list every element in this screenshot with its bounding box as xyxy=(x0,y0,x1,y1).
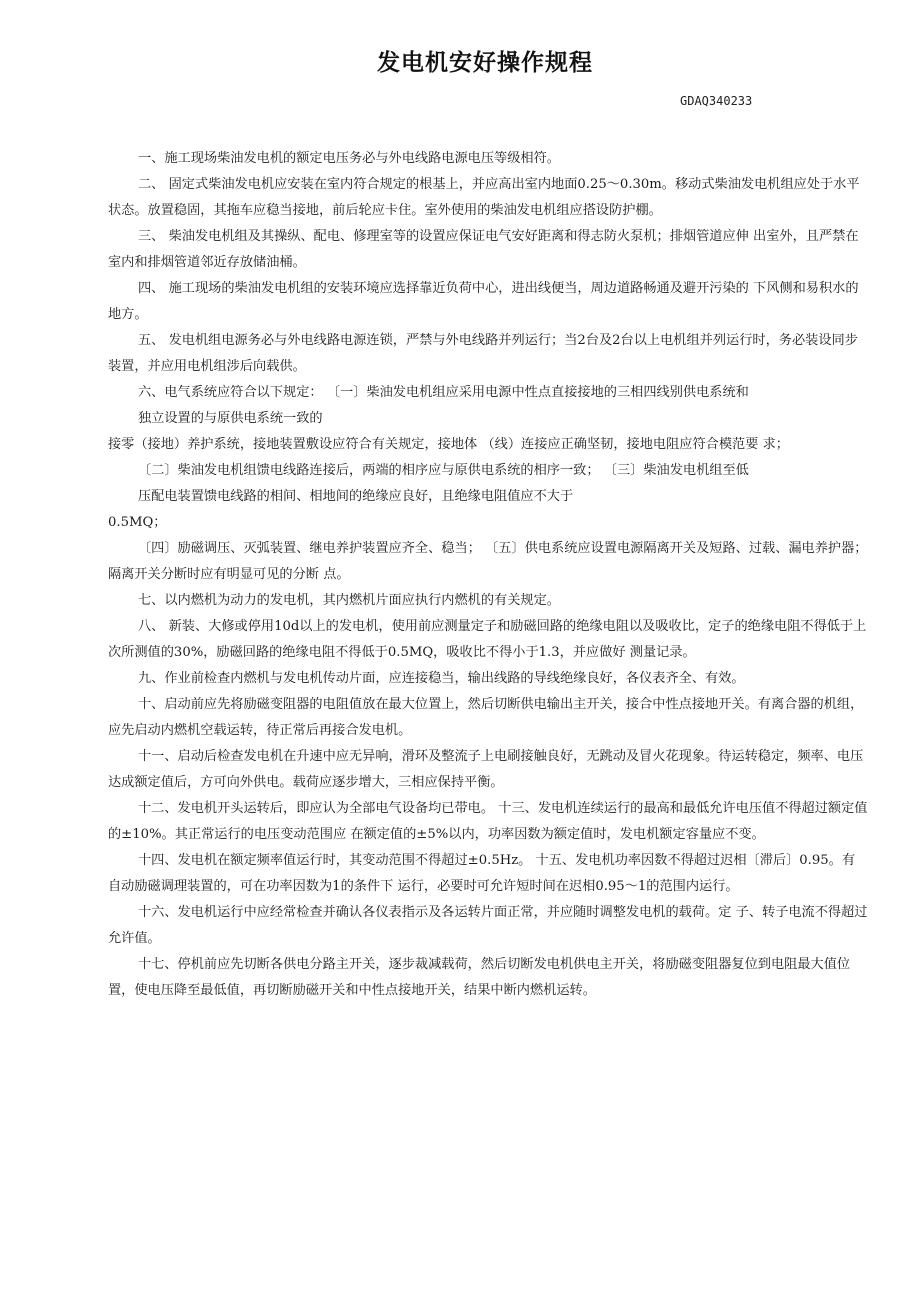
clause-6-items-4-5: 〔四〕励磁调压、灭弧装置、继电养护装置应齐全、稳当； 〔五〕供电系统应设置电源隔离开关及短路、过载、漏电养护器；隔离开关分断时应有明显可见的分断 点。 xyxy=(108,541,868,582)
clause-17: 十七、停机前应先切断各供电分路主开关，逐步裁减载荷，然后切断发电机供电主开关，将励磁变阻器复位到电阻最大值位置，使电压降至最低值，再切断励磁开关和中性点接地开关，结果中断内燃机运转。 xyxy=(108,957,851,998)
clause-6: 六、电气系统应符合以下规定： 〔一〕柴油发电机组应采用电源中性点直接接地的三相四线别供电系统和 xyxy=(138,385,749,400)
clause-4: 四、 施工现场的柴油发电机组的安装环境应选择靠近负荷中心，进出线便当，周边道路畅通及避开污染的 下风侧和易积水的地方。 xyxy=(108,281,859,322)
clause-8: 八、 新装、大修或停用10d以上的发电机，使用前应测量定子和励磁回路的绝缘电阻以及吸收比，定子的绝缘电阻不得低于上次所测值的30%，励磁回路的绝缘电阻不得低于0.5MQ，吸收比不得小于1.3，并应做好 测量记录。 xyxy=(108,619,867,660)
clause-5: 五、 发电机组电源务必与外电线路电源连锁，严禁与外电线路并列运行；当2台及2台以上电机组并列运行时，务必装设同步装置，并应用电机组涉后向载供。 xyxy=(108,333,858,374)
clause-9: 九、作业前检查内燃机与发电机传动片面，应连接稳当，输出线路的导线绝缘良好，各仪表齐全、有效。 xyxy=(138,671,745,686)
clause-11: 十一、启动后检查发电机在升速中应无异响，滑环及整流子上电刷接触良好，无跳动及冒火花现象。待运转稳定，频率、电压达成额定值后，方可向外供电。载荷应逐步增大，三相应保持平衡。 xyxy=(108,749,864,790)
clause-16: 十六、发电机运行中应经常检查并确认各仪表指示及各运转片面正常，并应随时调整发电机的载荷。定 子、转子电流不得超过允许值。 xyxy=(108,905,868,946)
clause-14-15: 十四、发电机在额定频率值运行时，其变动范围不得超过±0.5Hz。 十五、发电机功率因数不得超过迟相〔滞后〕0.95。有自动励磁调理装置的，可在功率因数为1的条件下 运行，必要时可允许短时间在迟相0.95～1的范围内运行。 xyxy=(108,853,856,894)
clause-6-continuation: 独立设置的与原供电系统一致的 xyxy=(138,411,323,426)
document-title: 发电机安好操作规程 xyxy=(377,50,593,76)
document-code: GDAQ340233 xyxy=(680,94,753,108)
clause-3: 三、 柴油发电机组及其操纵、配电、修理室等的设置应保证电气安好距离和得志防火泵机；排烟管道应伸 出室外，且严禁在室内和排烟管道邻近存放储油桶。 xyxy=(108,229,859,270)
clause-6-item-3-value: 0.5MQ； xyxy=(108,515,167,530)
clause-7: 七、以内燃机为动力的发电机，其内燃机片面应执行内燃机的有关规定。 xyxy=(138,593,560,608)
clause-6-item-3-continuation: 压配电装置馈电线路的相间、相地间的绝缘应良好，且绝缘电阻值应不大于 xyxy=(138,489,574,504)
clause-2: 二、 固定式柴油发电机应安装在室内符合规定的根基上，并应高出室内地面0.25～0.30m。移动式柴油发电机组应处于水平状态。放置稳固，其拖车应稳当接地，前后轮应卡住。室外使用的柴油发电机组应搭设防护棚。 xyxy=(108,177,860,218)
clause-10: 十、启动前应先将励磁变阻器的电阻值放在最大位置上，然后切断供电输出主开关，接合中性点接地开关。有离合器的机组，应先启动内燃机空载运转，待正常后再接合发电机。 xyxy=(108,697,864,738)
clause-6-items-2-3: 〔二〕柴油发电机组馈电线路连接后，两端的相序应与原供电系统的相序一致； 〔三〕柴油发电机组至低 xyxy=(138,463,749,478)
clause-1: 一、施工现场柴油发电机的额定电压务必与外电线路电源电压等级相符。 xyxy=(138,151,560,166)
clause-6-grounding: 接零（接地）养护系统，接地装置敷设应符合有关规定，接地体 （线）连接应正确坚韧，接地电阻应符合模范要 求； xyxy=(108,437,789,452)
document-body xyxy=(108,146,868,1004)
clause-12-13: 十二、发电机开头运转后，即应认为全部电气设备均已带电。 十三、发电机连续运行的最高和最低允许电压值不得超过额定值的±10%。其正常运行的电压变动范围应 在额定值的±5%以内，功率因数为额定值时，发电机额定容量应不变。 xyxy=(108,801,868,842)
